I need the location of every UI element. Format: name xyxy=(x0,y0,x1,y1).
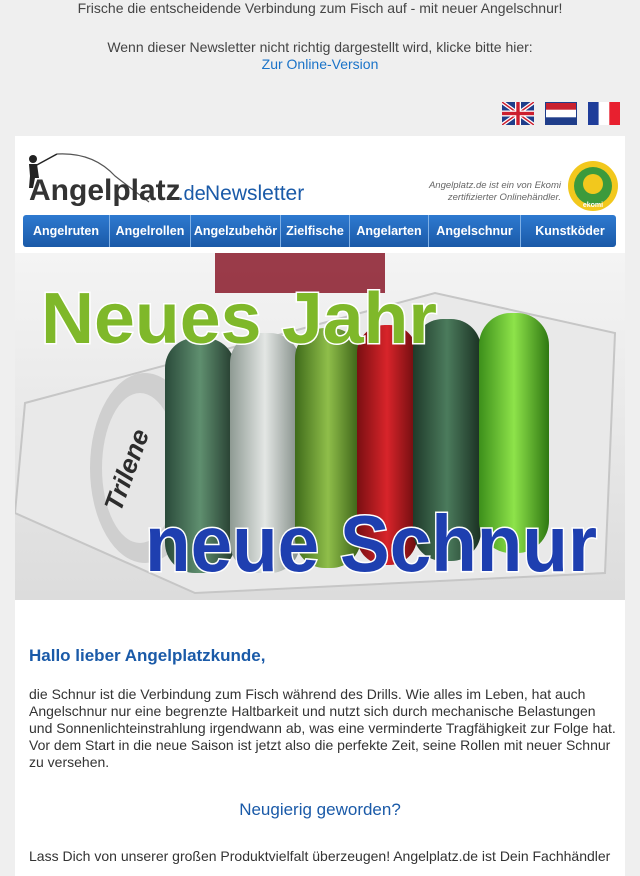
hero-headline-line-2: neue Schnur xyxy=(145,499,597,588)
hero-headline-line-1: Neues Jahr xyxy=(41,279,437,359)
preheader-tagline: Frische die entscheidende Verbindung zum Fisch auf - mit neuer Angelschnur! xyxy=(77,0,563,16)
ekomi-line-2: zertifizierter Onlinehändler. xyxy=(447,192,561,203)
nav-item-angelruten[interactable]: Angelruten xyxy=(23,215,110,247)
intro-paragraph: die Schnur ist die Verbindung zum Fisch während des Drills. Wie alles im Leben, hat auch Angelschnur nur eine begrenzte Haltbarkeit und nutzt sich durch mechanische Belastungen und Sonnenlichteinstrahlung irgendwann ab, was eine verminderte Tragfähigkeit zur Folge hat. Vor dem Start in die neue Saison ist jetzt also die perfekte Zeit, seine Rollen mit neuer Schnur zu versehen. xyxy=(29,686,616,770)
spool-brand-label: Trilene xyxy=(97,424,156,515)
svg-text:ekomi: ekomi xyxy=(582,202,604,209)
angelplatz-logo[interactable] xyxy=(29,154,304,207)
newsletter-header xyxy=(23,152,623,212)
english-flag-icon[interactable] xyxy=(502,102,534,125)
newsletter-card xyxy=(15,136,625,876)
nav-item-zielfische[interactable]: Zielfische xyxy=(281,215,350,247)
ekomi-seal-icon[interactable] xyxy=(568,161,618,211)
svg-text:Angelplatz: Angelplatz xyxy=(29,174,181,207)
category-navbar xyxy=(23,215,616,247)
french-flag-icon[interactable] xyxy=(588,102,620,125)
nav-item-angelrollen[interactable]: Angelrollen xyxy=(110,215,191,247)
newsletter-label: Newsletter xyxy=(205,182,305,205)
svg-text:.de: .de xyxy=(178,183,206,205)
curious-heading: Neugierig geworden? xyxy=(239,800,401,819)
language-flags xyxy=(502,102,620,125)
nav-item-angelschnur[interactable]: Angelschnur xyxy=(429,215,521,247)
display-notice: Wenn dieser Newsletter nicht richtig dargestellt wird, klicke bitte hier: xyxy=(107,39,533,55)
ekomi-line-1: Angelplatz.de ist ein von Ekomi xyxy=(428,180,561,191)
hero-banner[interactable] xyxy=(15,253,625,600)
cut-off-paragraph: Lass Dich von unserer großen Produktvielfalt überzeugen! Angelplatz.de ist Dein Fachhändler xyxy=(29,848,611,864)
nav-item-kunstkoeder[interactable]: Kunstköder xyxy=(535,224,605,238)
nav-item-angelzubehoer[interactable]: Angelzubehör xyxy=(191,215,281,247)
greeting-heading: Hallo lieber Angelplatzkunde, xyxy=(29,646,266,665)
online-version-row xyxy=(0,56,640,72)
online-version-link[interactable]: Zur Online-Version xyxy=(261,56,379,72)
dutch-flag-icon[interactable] xyxy=(545,102,577,125)
nav-item-angelarten[interactable]: Angelarten xyxy=(350,215,429,247)
